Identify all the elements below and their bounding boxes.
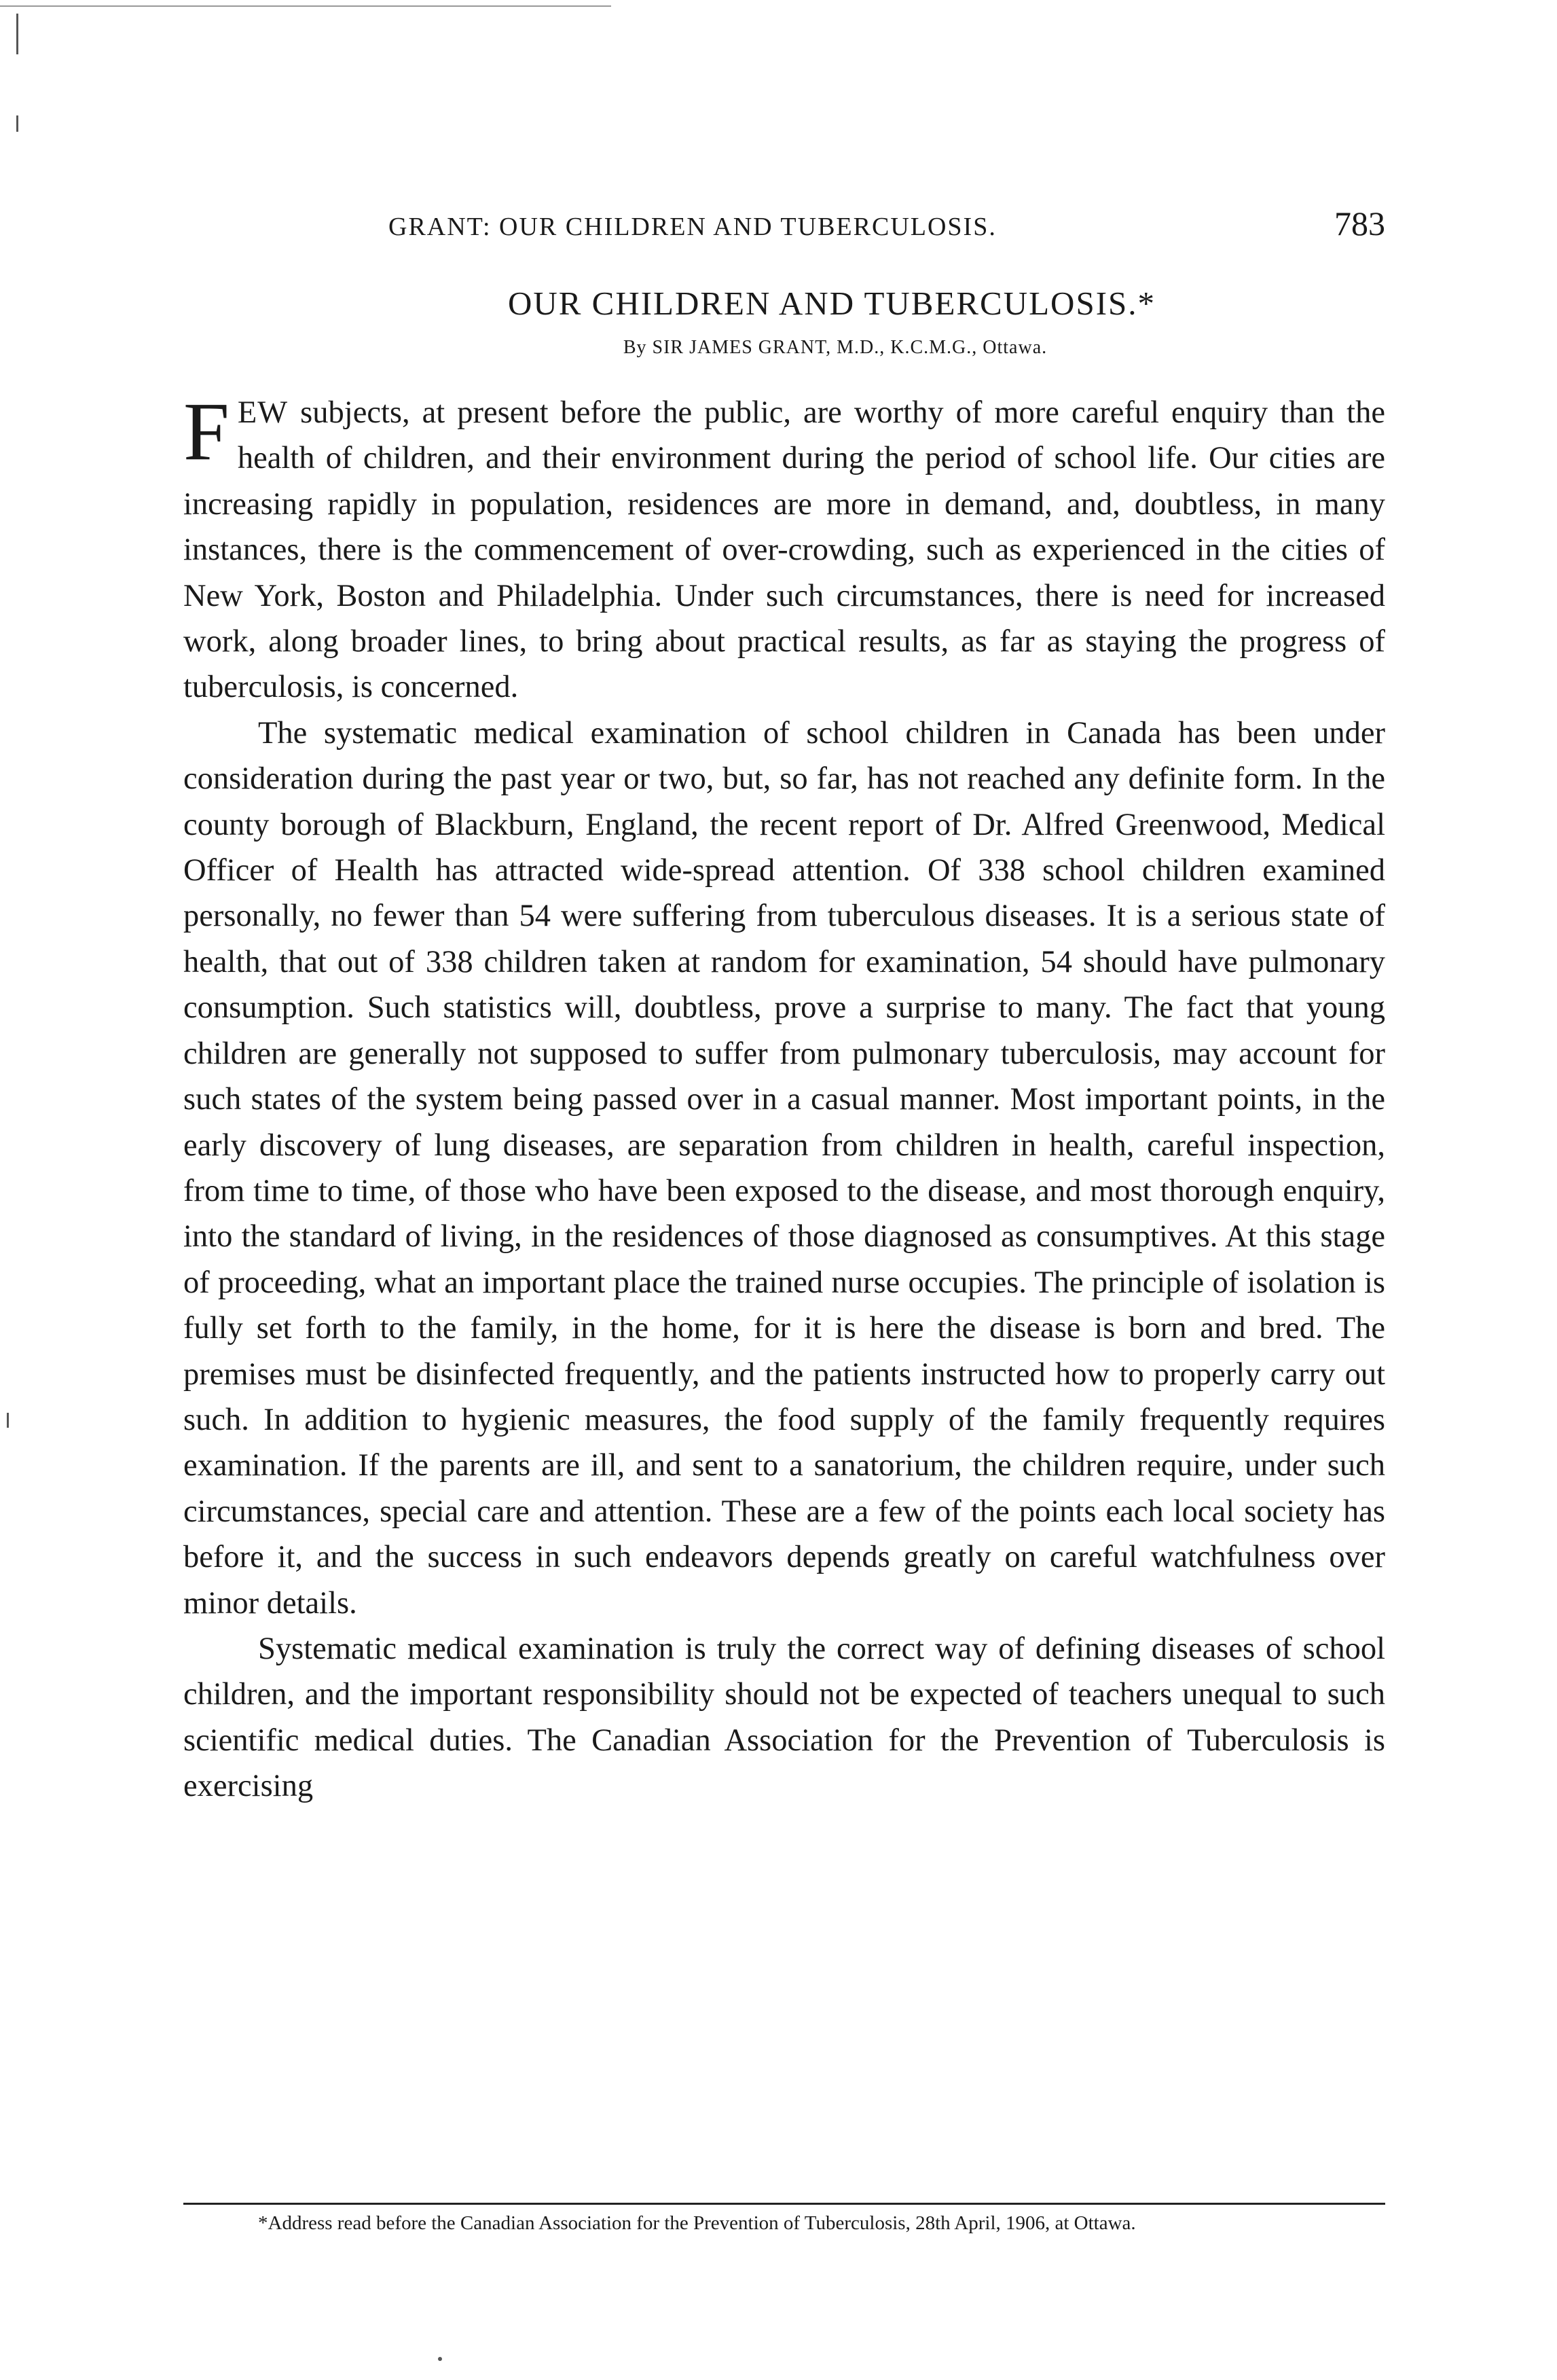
article-body <box>183 386 1385 1809</box>
paragraph-1 <box>183 386 1385 710</box>
scan-edge-mark-bottom <box>438 2357 442 2361</box>
scan-edge-mark-left <box>16 14 18 54</box>
scan-edge-mark-left <box>7 1413 9 1428</box>
paragraph-2: The systematic medical examination of school children in Canada has been under consideration during the past year or two, but, so far, has not reached any definite form. In the county borough of Blackburn, England, the recent report of Dr. Alfred Greenwood, Medical Officer of Health has attracted wide-spread attention. Of 338 school children examined personally, no fewer than 54 were suffering from tuberculous diseases. It is a serious state of health, that out of 338 children taken at random for examination, 54 should have pulmonary consumption. Such statistics will, doubtless, prove a surprise to many. The fact that young children are generally not supposed to suffer from pulmonary tuberculosis, may account for such states of the system being passed over in a casual manner. Most important points, in the early discovery of lung diseases, are separation from children in health, careful inspection, from time to time, of those who have been exposed to the disease, and most thorough enquiry, into the standard of living, in the residences of those diagnosed as consumptives. At this stage of proceeding, what an important place the trained nurse occupies. The principle of isolation is fully set forth to the family, in the home, for it is here the disease is born and bred. The premises must be disinfected frequently, and the patients instructed how to properly carry out such. In addition to hygienic measures, the food supply of the family frequently requires examination. If the parents are ill, and sent to a sanatorium, the children require, under such circumstances, special care and attention. These are a few of the points each local society has before it, and the success in such endeavors depends greatly on careful watchfulness over minor details. <box>183 715 1385 1621</box>
paragraph-1-text: subjects, at present before the public, are worthy of more careful enquiry than the health of children, and their environment during the period of school life. Our cities are increasing rapidly in population, residences are more in demand, and, doubtless, in many instances, there is the commencement of over-crowding, such as experienced in the cities of New York, Boston and Philadelphia. Under such circumstances, there is need for increased work, along broader lines, to bring about practical results, as far as staying the progress of tuberculosis, is concerned. <box>183 395 1385 705</box>
page-number: 783 <box>1334 204 1385 242</box>
running-title: GRANT: OUR CHILDREN AND TUBERCULOSIS. <box>388 213 997 241</box>
byline: By SIR JAMES GRANT, M.D., K.C.M.G., Ottawa. <box>623 337 1048 358</box>
drop-cap: F <box>183 386 230 477</box>
paragraph-3: Systematic medical examination is truly the correct way of defining diseases of school children, and the important responsibility should not be expected of teachers unequal to such scientific medical duties. The Canadian Association for the Prevention of Tuberculosis is exercising <box>183 1631 1385 1804</box>
footnote-rule <box>183 2203 1385 2205</box>
scan-edge-mark-left <box>16 115 18 132</box>
first-word-rest: EW <box>237 395 289 430</box>
scan-edge-line-top <box>0 5 611 7</box>
book-page <box>183 204 1385 1809</box>
article-title: OUR CHILDREN AND TUBERCULOSIS.* <box>507 285 1156 322</box>
running-head <box>183 204 1385 251</box>
footnote: *Address read before the Canadian Association for the Prevention of Tuberculosis, 28th April, 1906, at Ottawa. <box>258 2212 1136 2234</box>
